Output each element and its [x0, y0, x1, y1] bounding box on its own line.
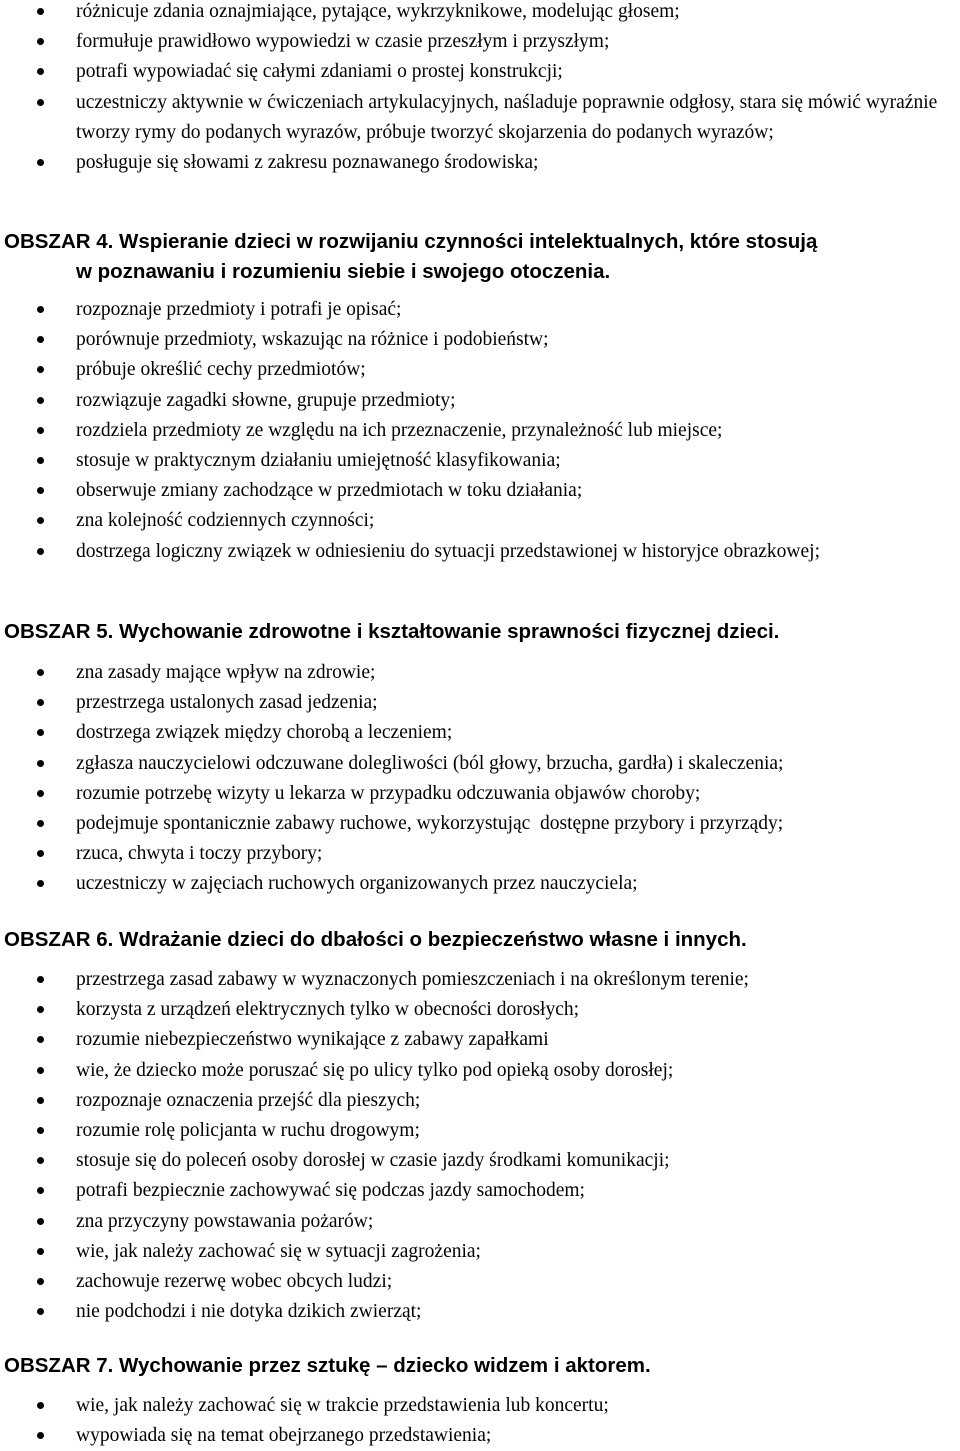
bullet-icon — [37, 1207, 45, 1237]
list-item-text: dostrzega logiczny związek w odniesieniu do sytuacji przedstawionej w historyjce obrazkowej; — [76, 540, 821, 562]
bullet-icon — [37, 325, 45, 355]
list-item-text: potrafi bezpiecznie zachowywać się podczas jazdy samochodem; — [76, 1180, 585, 1202]
list-item — [0, 1146, 749, 1176]
list-item — [0, 1056, 749, 1086]
bullet-icon — [37, 295, 45, 325]
bullet-icon — [37, 1086, 45, 1116]
bullet-icon — [37, 57, 45, 87]
bullet-icon — [37, 537, 45, 567]
list-item-text: podejmuje spontanicznie zabawy ruchowe, wykorzystując dostępne przybory i przyrządy; — [76, 813, 784, 835]
list-item-text: rozwiązuje zagadki słowne, grupuje przedmioty; — [76, 389, 456, 411]
list-item-text: nie podchodzi i nie dotyka dzikich zwierząt; — [76, 1301, 422, 1323]
section-heading-obszar-6: OBSZAR 6. Wdrażanie dzieci do dbałości o bezpieczeństwo własne i innych. — [4, 928, 747, 951]
bullet-icon — [37, 1297, 45, 1327]
section-heading-obszar-7: OBSZAR 7. Wychowanie przez sztukę – dziecko widzem i aktorem. — [4, 1354, 651, 1377]
list-item-text: przestrzega ustalonych zasad jedzenia; — [76, 692, 378, 714]
list-item — [0, 1176, 749, 1206]
list-item-text: zna zasady mające wpływ na zdrowie; — [76, 662, 376, 683]
bullet-icon — [37, 1116, 45, 1146]
list-item-text: rozpoznaje oznaczenia przejść dla pieszych; — [76, 1089, 421, 1111]
list-item — [0, 809, 783, 839]
heading-text-continuation: w poznawaniu i rozumieniu siebie i swojego otoczenia. — [76, 260, 611, 283]
bullet-icon — [37, 1176, 45, 1206]
obszar-4-list — [0, 295, 820, 567]
list-item-text: uczestniczy aktywnie w ćwiczeniach artykulacyjnych, naśladuje poprawnie odgłosy, stara się mówić wyraźnie tworzy rymy do podanych wyrazów, próbuje tworzyć skojarzenia do podanych wyrazów; — [76, 91, 943, 143]
list-item — [0, 416, 820, 446]
list-item-text: rozumie potrzebę wizyty u lekarza w przypadku odczuwania objawów choroby; — [76, 782, 701, 804]
bullet-icon — [37, 476, 45, 506]
bullet-icon — [37, 839, 45, 869]
list-item-text: różnicuje zdania oznajmiające, pytające, wykrzyknikowe, modelując głosem; — [76, 1, 680, 22]
list-item — [0, 0, 960, 27]
list-item-text: próbuje określić cechy przedmiotów; — [76, 359, 366, 381]
list-item — [0, 476, 820, 506]
bullet-icon — [37, 1391, 45, 1421]
list-item-text: wypowiada się na temat obejrzanego przedstawienia; — [76, 1425, 492, 1447]
bullet-icon — [37, 1237, 45, 1267]
bullet-icon — [37, 779, 45, 809]
list-item-text: zna przyczyny powstawania pożarów; — [76, 1210, 374, 1232]
list-item-text: rozpoznaje przedmioty i potrafi je opisać; — [76, 299, 402, 320]
bullet-icon — [37, 416, 45, 446]
list-item-text: rozumie niebezpieczeństwo wynikające z zabawy zapałkami — [76, 1029, 549, 1051]
bullet-icon — [37, 0, 45, 27]
bullet-icon — [37, 718, 45, 748]
list-item-text: posługuje się słowami z zakresu poznawanego środowiska; — [76, 152, 539, 174]
list-item — [0, 1086, 749, 1116]
list-item-text: wie, że dziecko może poruszać się po ulicy tylko pod opieką osoby dorosłej; — [76, 1059, 674, 1081]
list-item — [0, 718, 783, 748]
list-item-text: stosuje w praktycznym działaniu umiejętność klasyfikowania; — [76, 450, 561, 472]
intro-list — [0, 0, 960, 178]
bullet-icon — [37, 1421, 45, 1451]
list-item-text: przestrzega zasad zabawy w wyznaczonych pomieszczeniach i na określonym terenie; — [76, 969, 749, 990]
list-item — [0, 839, 783, 869]
list-item — [0, 506, 820, 536]
bullet-icon — [37, 1267, 45, 1297]
obszar-6-list — [0, 965, 749, 1327]
list-item — [0, 688, 783, 718]
list-item — [0, 749, 783, 779]
obszar-5-list — [0, 658, 783, 900]
list-item-text: uczestniczy w zajęciach ruchowych organizowanych przez nauczyciela; — [76, 873, 638, 895]
heading-text: OBSZAR 4. Wspieranie dzieci w rozwijaniu czynności intelektualnych, które stosują — [4, 230, 818, 253]
list-item — [0, 386, 820, 416]
bullet-icon — [37, 658, 45, 688]
list-item — [0, 1237, 749, 1267]
bullet-icon — [37, 809, 45, 839]
list-item — [0, 995, 749, 1025]
list-item-text: potrafi wypowiadać się całymi zdaniami o prostej konstrukcji; — [76, 61, 563, 83]
bullet-icon — [37, 1146, 45, 1176]
list-item-text: rozdziela przedmioty ze względu na ich przeznaczenie, przynależność lub miejsce; — [76, 419, 723, 441]
bullet-icon — [37, 27, 45, 57]
list-item — [0, 869, 783, 899]
list-item — [0, 965, 749, 995]
list-item — [0, 148, 960, 178]
list-item — [0, 1025, 749, 1055]
bullet-icon — [37, 688, 45, 718]
list-item-text: korzysta z urządzeń elektrycznych tylko w obecności dorosłych; — [76, 999, 580, 1021]
bullet-icon — [37, 995, 45, 1025]
list-item-text: porównuje przedmioty, wskazując na różnice i podobieństw; — [76, 329, 549, 351]
bullet-icon — [37, 386, 45, 416]
bullet-icon — [37, 1056, 45, 1086]
bullet-icon — [37, 446, 45, 476]
list-item-text: wie, jak należy zachować się w sytuacji zagrożenia; — [76, 1240, 481, 1262]
obszar-7-list — [0, 1391, 609, 1451]
list-item — [0, 779, 783, 809]
list-item-text: formułuje prawidłowo wypowiedzi w czasie przeszłym i przyszłym; — [76, 31, 610, 53]
bullet-icon — [37, 869, 45, 899]
list-item-text: dostrzega związek między chorobą a leczeniem; — [76, 722, 453, 744]
list-item-text: stosuje się do poleceń osoby dorosłej w czasie jazdy środkami komunikacji; — [76, 1150, 670, 1172]
list-item — [0, 1421, 609, 1451]
list-item-text: zna kolejność codziennych czynności; — [76, 510, 375, 532]
section-heading-obszar-4 — [0, 227, 960, 287]
list-item — [0, 446, 820, 476]
list-item-text: obserwuje zmiany zachodzące w przedmiotach w toku działania; — [76, 480, 583, 502]
list-item — [0, 27, 960, 57]
bullet-icon — [37, 506, 45, 536]
bullet-icon — [37, 88, 45, 118]
list-item — [0, 1391, 609, 1421]
list-item — [0, 295, 820, 325]
bullet-icon — [37, 1025, 45, 1055]
list-item — [0, 355, 820, 385]
list-item-text: zachowuje rezerwę wobec obcych ludzi; — [76, 1271, 393, 1293]
list-item — [0, 1207, 749, 1237]
list-item — [0, 658, 783, 688]
list-item — [0, 1297, 749, 1327]
bullet-icon — [37, 148, 45, 178]
list-item — [0, 57, 960, 87]
section-heading-obszar-5: OBSZAR 5. Wychowanie zdrowotne i kształtowanie sprawności fizycznej dzieci. — [4, 620, 780, 643]
bullet-icon — [37, 355, 45, 385]
list-item — [0, 1116, 749, 1146]
list-item-text: zgłasza nauczycielowi odczuwane dolegliwości (ból głowy, brzucha, gardła) i skaleczenia; — [76, 752, 784, 774]
list-item-text: wie, jak należy zachować się w trakcie przedstawienia lub koncertu; — [76, 1395, 609, 1416]
bullet-icon — [37, 965, 45, 995]
bullet-icon — [37, 749, 45, 779]
list-item — [0, 1267, 749, 1297]
list-item — [0, 325, 820, 355]
list-item — [0, 88, 960, 148]
list-item-text: rzuca, chwyta i toczy przybory; — [76, 843, 323, 865]
list-item-text: rozumie rolę policjanta w ruchu drogowym; — [76, 1120, 420, 1142]
list-item — [0, 537, 820, 567]
